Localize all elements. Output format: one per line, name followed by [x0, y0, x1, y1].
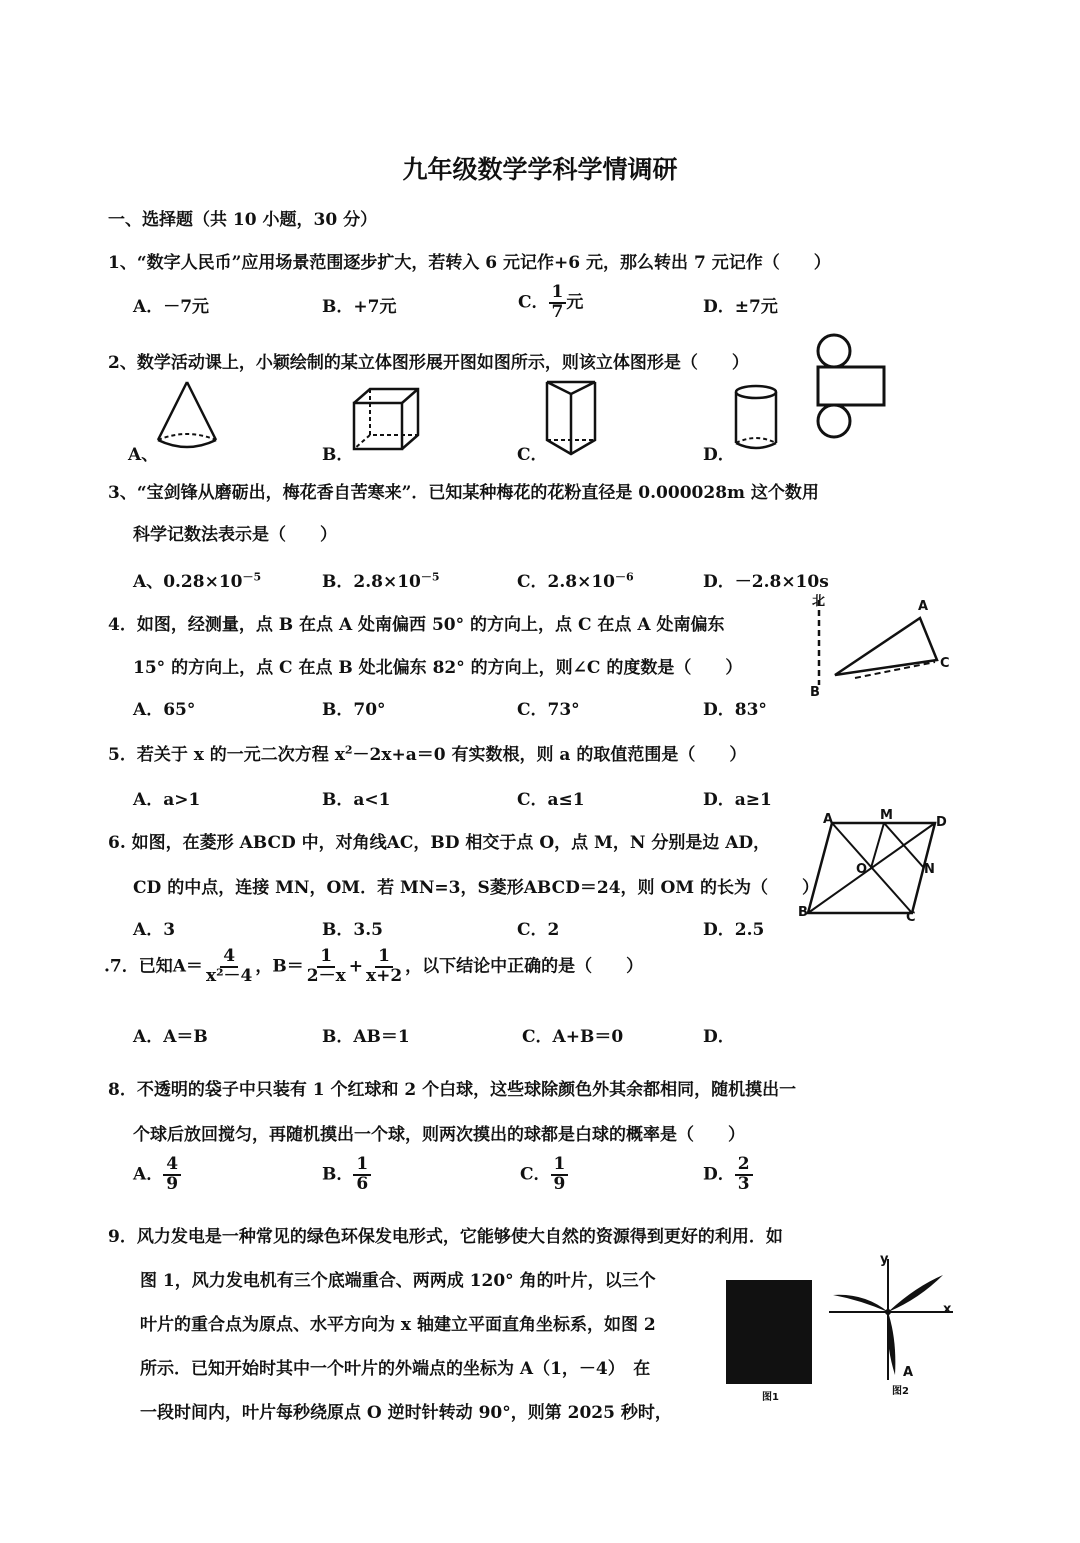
q8-option-a — [133, 1156, 181, 1194]
q3-option-c — [517, 567, 634, 592]
question-1-stem: 1、“数字人民币”应用场景范围逐步扩大，若转入 6 元记作+6 元，那么转出 7 元记作（ ） — [108, 253, 831, 273]
question-5-stem — [108, 740, 746, 765]
bearing-diagram — [805, 590, 955, 700]
q1-option-d: D．±7元 — [703, 297, 778, 317]
fraction-numerator: 1 — [353, 1156, 371, 1176]
q7-fraction-a — [203, 948, 255, 986]
q1-option-c-suffix: 元 — [566, 292, 584, 313]
wind-turbine-photo — [726, 1280, 812, 1384]
net-diagram — [812, 332, 892, 442]
q8-option-a-fraction — [163, 1156, 181, 1194]
cone-figure — [152, 378, 222, 453]
rhombus-point-n-label: N — [924, 862, 935, 877]
q8-option-a-prefix: A． — [133, 1164, 164, 1185]
fraction-numerator: 4 — [220, 948, 238, 968]
rhombus-point-m-label: M — [880, 808, 893, 823]
q4-option-b: B．70° — [322, 700, 386, 720]
question-6-stem-line1: 6. 如图，在菱形 ABCD 中，对角线AC，BD 相交于点 O，点 M，N 分别是边 AD， — [108, 833, 771, 853]
q1-option-b: B．+7元 — [322, 297, 397, 317]
q5-option-d: D．a≥1 — [703, 790, 772, 810]
question-9-line4: 所示．已知开始时其中一个叶片的外端点的坐标为 A（1，－4） 在 — [140, 1359, 651, 1379]
q4-option-d: D．83° — [703, 700, 767, 720]
question-9-line2: 图 1，风力发电机有三个底端重合、两两成 120° 角的叶片，以三个 — [140, 1271, 656, 1291]
fraction-denominator: 9 — [166, 1173, 179, 1194]
q7-prefix: .7．已知A＝ — [104, 956, 203, 977]
rhombus-point-d-label: D — [936, 815, 947, 830]
q7-option-d: D． — [703, 1027, 735, 1047]
q8-option-d-fraction — [735, 1156, 753, 1194]
q8-option-c-fraction — [551, 1156, 569, 1194]
q1-option-c-fraction — [549, 284, 567, 322]
figure-2-y-axis-label: y — [880, 1252, 889, 1267]
fraction-numerator: 2 — [735, 1156, 753, 1176]
fraction-denominator: 6 — [356, 1173, 369, 1194]
q3-option-b-exponent: －5 — [420, 570, 440, 584]
question-3-stem-line2: 科学记数法表示是（ ） — [133, 525, 337, 545]
q6-option-a: A．3 — [133, 920, 176, 940]
q8-option-d-prefix: D． — [703, 1164, 735, 1185]
question-9-line1: 9．风力发电是一种常见的绿色环保发电形式，它能够使大自然的资源得到更好的利用．如 — [108, 1227, 783, 1247]
question-4-stem-line2: 15° 的方向上，点 C 在点 B 处北偏东 82° 的方向上，则∠C 的度数是（ ） — [133, 658, 743, 678]
q2-option-d: D． — [703, 445, 735, 465]
q3-option-a — [133, 567, 261, 592]
rhombus-point-a-label: A — [823, 812, 834, 827]
cylinder-figure — [733, 383, 781, 453]
q6-option-d: D．2.5 — [703, 920, 765, 940]
q3-option-a-base: A、0.28×10 — [133, 572, 243, 592]
q3-option-d: D．－2.8×10s — [703, 572, 829, 592]
figure-1-label: 图1 — [762, 1392, 779, 1403]
q5-option-a: A．a>1 — [133, 790, 201, 810]
q6-option-b: B．3.5 — [322, 920, 383, 940]
fraction-denominator: 9 — [553, 1173, 566, 1194]
q2-option-c: C． — [517, 445, 548, 465]
q3-option-b — [322, 567, 440, 592]
fraction-numerator: 1 — [551, 1156, 569, 1176]
q8-option-d — [703, 1156, 753, 1194]
q7-mid: ，B＝ — [255, 956, 304, 977]
fraction-denominator: x²－4 — [205, 965, 253, 986]
question-7-stem — [104, 948, 643, 986]
q6-option-c: C．2 — [517, 920, 560, 940]
q7-option-c: C．A+B＝0 — [522, 1027, 624, 1047]
figure-2-point-a-label: A — [903, 1365, 914, 1380]
q3-option-c-base: C．2.8×10 — [517, 572, 616, 592]
q7-fraction-b2 — [363, 948, 405, 986]
question-8-stem-line1: 8．不透明的袋子中只装有 1 个红球和 2 个白球，这些球除颜色外其余都相同，随机摸出一 — [108, 1080, 797, 1100]
question-2-stem: 2、数学活动课上，小颖绘制的某立体图形展开图如图所示，则该立体图形是（ ） — [108, 353, 749, 373]
q8-option-c — [520, 1156, 568, 1194]
q2-option-b: B． — [322, 445, 354, 465]
q7-plus: + — [348, 956, 363, 977]
figure-2-x-axis-label: x — [943, 1302, 952, 1317]
q8-option-c-prefix: C． — [520, 1164, 551, 1185]
fraction-numerator: 1 — [317, 948, 335, 968]
q4-option-a: A．65° — [133, 700, 196, 720]
section-heading: 一、选择题（共 10 小题，30 分） — [108, 210, 378, 230]
q1-option-c — [518, 284, 583, 322]
q5-stem-start: 5．若关于 x 的一元二次方程 x — [108, 745, 345, 765]
q1-option-c-prefix: C． — [518, 292, 549, 313]
q3-option-a-exponent: －5 — [242, 570, 262, 584]
fraction-denominator: 2－x — [306, 965, 346, 986]
turbine-coordinate-diagram — [825, 1255, 960, 1390]
prism-figure — [543, 378, 603, 458]
bearing-point-c-label: C — [940, 656, 950, 671]
q7-suffix: ，以下结论中正确的是（ ） — [405, 956, 644, 977]
rhombus-point-o-label: O — [856, 862, 868, 877]
page-title: 九年级数学学科学情调研 — [402, 155, 678, 184]
question-9-line5: 一段时间内，叶片每秒绕原点 O 逆时针转动 90°，则第 2025 秒时， — [140, 1403, 672, 1423]
q3-option-c-exponent: －6 — [615, 570, 634, 584]
q3-option-b-base: B．2.8×10 — [322, 572, 421, 592]
question-6-stem-line2: CD 的中点，连接 MN，OM．若 MN=3，S菱形ABCD＝24，则 OM 的长为（ ） — [133, 878, 819, 898]
rhombus-point-b-label: B — [798, 905, 808, 920]
q7-fraction-b1 — [304, 948, 349, 986]
fraction-denominator: x+2 — [365, 965, 403, 986]
fraction-numerator: 1 — [375, 948, 393, 968]
q8-option-b-prefix: B． — [322, 1164, 354, 1185]
q8-option-b-fraction — [353, 1156, 371, 1194]
q5-option-b: B．a<1 — [322, 790, 391, 810]
q5-exponent: 2 — [344, 743, 353, 757]
fraction-denominator: 3 — [737, 1173, 750, 1194]
q7-option-a: A．A＝B — [133, 1027, 208, 1047]
q4-option-c: C．73° — [517, 700, 580, 720]
question-3-stem-line1: 3、“宝剑锋从磨砺出，梅花香自苦寒来”．已知某种梅花的花粉直径是 0.000028m 这个数用 — [108, 483, 819, 503]
bearing-point-a-label: A — [918, 599, 929, 614]
question-8-stem-line2: 个球后放回搅匀，再随机摸出一个球，则两次摸出的球都是白球的概率是（ ） — [133, 1125, 745, 1145]
q1-option-a: A．－7元 — [133, 297, 210, 317]
fraction-numerator: 4 — [163, 1156, 181, 1176]
question-4-stem-line1: 4．如图，经测量，点 B 在点 A 处南偏西 50° 的方向上，点 C 在点 A 处南偏东 — [108, 615, 725, 635]
cube-figure — [350, 385, 422, 453]
figure-2-label: 图2 — [892, 1386, 909, 1397]
q7-option-b: B．AB＝1 — [322, 1027, 410, 1047]
question-9-line3: 叶片的重合点为原点、水平方向为 x 轴建立平面直角坐标系，如图 2 — [140, 1315, 656, 1335]
bearing-point-b-label: B — [810, 685, 820, 700]
q5-option-c: C．a≤1 — [517, 790, 585, 810]
rhombus-point-c-label: C — [906, 910, 916, 925]
fraction-numerator: 1 — [549, 284, 567, 304]
bearing-north-label: 北 — [812, 594, 826, 609]
q2-option-a: A、 — [128, 445, 159, 465]
q8-option-b — [322, 1156, 371, 1194]
q5-stem-end: －2x+a＝0 有实数根，则 a 的取值范围是（ ） — [352, 745, 747, 765]
fraction-denominator: 7 — [551, 301, 564, 322]
